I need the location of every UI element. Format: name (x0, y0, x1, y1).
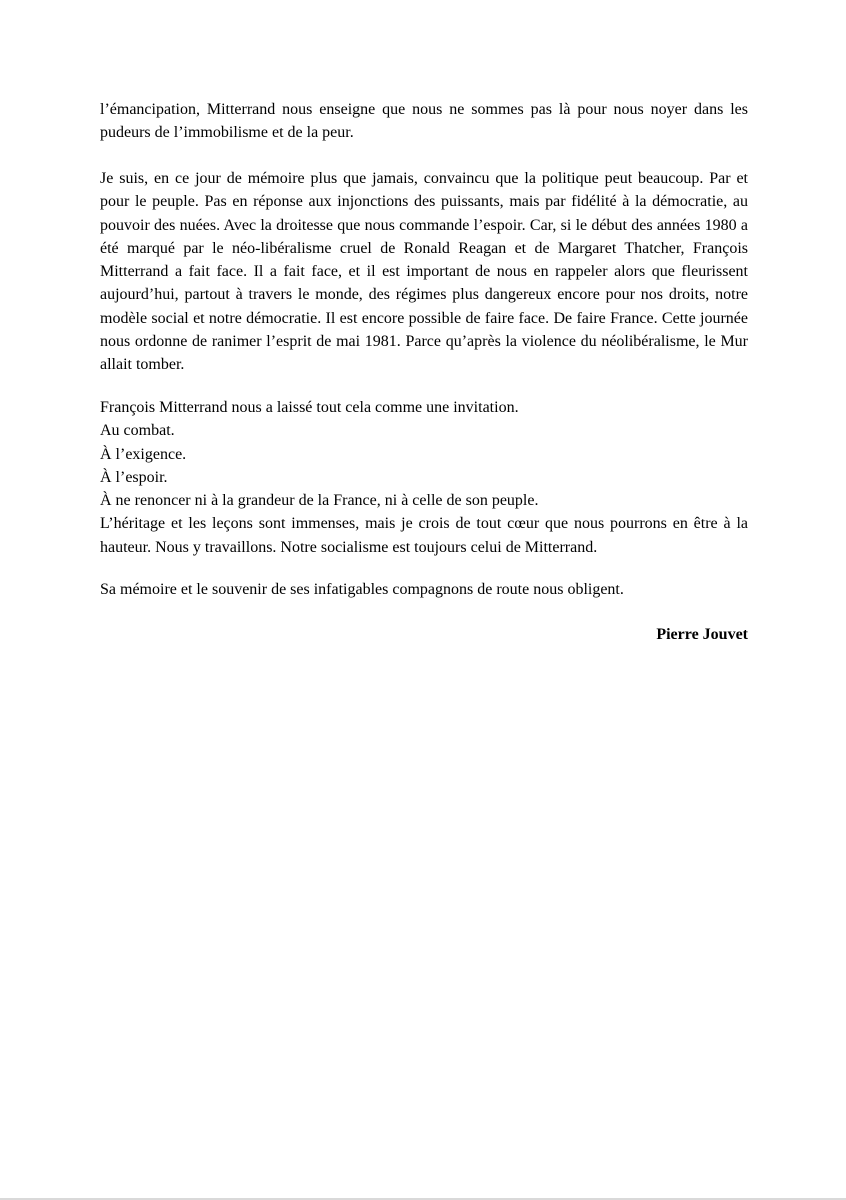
paragraph-obligent (100, 578, 748, 601)
line-exigence: À l’exigence. (100, 445, 187, 463)
paragraph-emancipation (100, 98, 748, 145)
paragraph-invitation (100, 396, 748, 559)
paragraph-memoire (100, 167, 748, 377)
line-espoir: À l’espoir. (100, 468, 168, 486)
paragraph-text: Sa mémoire et le souvenir de ses infatigables compagnons de route nous obligent. (100, 581, 624, 598)
line-invitation: François Mitterrand nous a laissé tout cela comme une invitation. (100, 399, 519, 416)
paragraph-text: Je suis, en ce jour de mémoire plus que jamais, convaincu que la politique peut beaucoup. Par et pour le peuple. Pas en réponse aux injonctions des puissants, mais par fidélité à la démocratie, au pouvoir des nuées. Avec la droitesse que nous commande l’espoir. Car, si le début des années 1980 a été marqué par le néo-libéralisme cruel de Ronald Reagan et de Margaret Thatcher, François Mitterrand a fait face. Il a fait face, et il est important de nous en rappeler alors que fleurissent aujourd’hui, partout à travers le monde, des régimes plus dangereux encore pour nos droits, notre modèle social et notre démocratie. Il est encore possible de faire face. De faire France. Cette journée nous ordonne de ranimer l’esprit de mai 1981. Parce qu’après la violence du néolibéralisme, le Mur allait tomber. (100, 170, 748, 374)
signature: Pierre Jouvet (656, 626, 748, 643)
paragraph-text: l’émancipation, Mitterrand nous enseigne que nous ne sommes pas là pour nous noyer dans les pudeurs de l’immobilisme et de la peur. (100, 101, 748, 142)
line-combat: Au combat. (100, 422, 175, 440)
line-grandeur: À ne renoncer ni à la grandeur de la France, ni à celle de son peuple. (100, 492, 539, 510)
line-heritage: L’héritage et les leçons sont immenses, mais je crois de tout cœur que nous pourrons en être à la hauteur. Nous y travaillons. Notre socialisme est toujours celui de Mitterrand. (100, 515, 748, 556)
